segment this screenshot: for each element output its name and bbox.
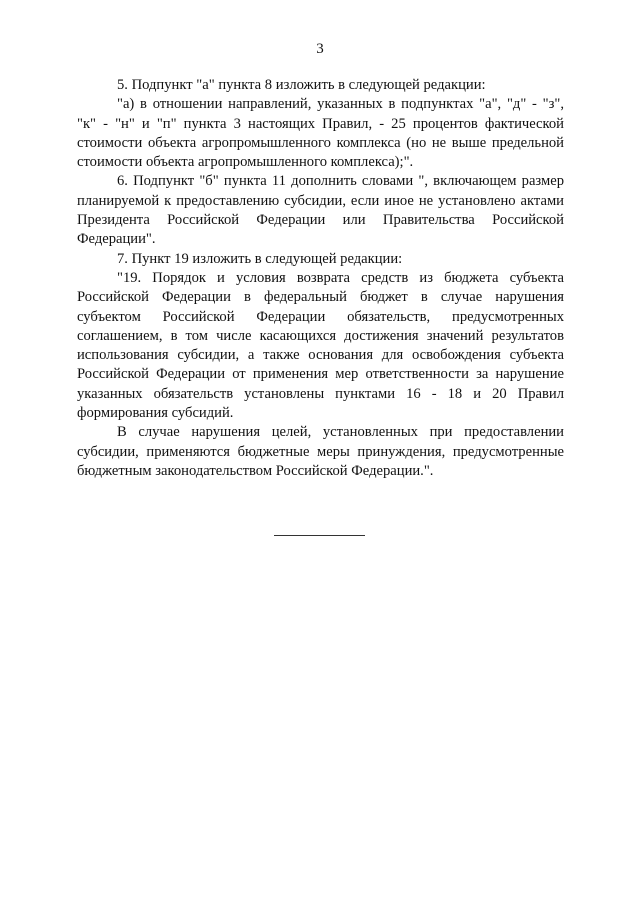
end-divider-line (274, 535, 365, 536)
paragraph-item-6: 6. Подпункт "б" пункта 11 дополнить словами ", включающем размер планируемой к предоставлению субсидии, если иное не установлено актами Президента Российской Федерации или Правительства Российской Федерации". (77, 173, 564, 248)
document-body (77, 76, 564, 481)
paragraph-item-5-text: "а) в отношении направлений, указанных в подпунктах "а", "д" - "з", "к" - "н" и "п" пункта 3 настоящих Правил, - 25 процентов фактической стоимости объекта агропромышленного комплекса (но не выше предельной стоимости объекта агропромышленного комплекса);". (77, 96, 564, 171)
paragraph-item-19-text: "19. Порядок и условия возврата средств из бюджета субъекта Российской Федерации в федеральный бюджет в случае нарушения субъектом Российской Федерации обязательств, предусмотренных соглашением, в том числе касающихся достижения значений результатов использования субсидии, а также основания для освобождения субъекта Российской Федерации от применения мер ответственности за нарушение указанных обязательств установлены пунктами 16 - 18 и 20 Правил формирования субсидий. (77, 269, 564, 422)
paragraph-violation-measures: В случае нарушения целей, установленных при предоставлении субсидии, применяются бюджетные меры принуждения, предусмотренные бюджетным законодательством Российской Федерации.". (77, 424, 564, 479)
paragraph-item-7-heading: 7. Пункт 19 изложить в следующей редакции: (117, 250, 403, 267)
paragraph-item-5-heading: 5. Подпункт "а" пункта 8 изложить в следующей редакции: (117, 77, 486, 93)
page-number: 3 (316, 41, 324, 57)
